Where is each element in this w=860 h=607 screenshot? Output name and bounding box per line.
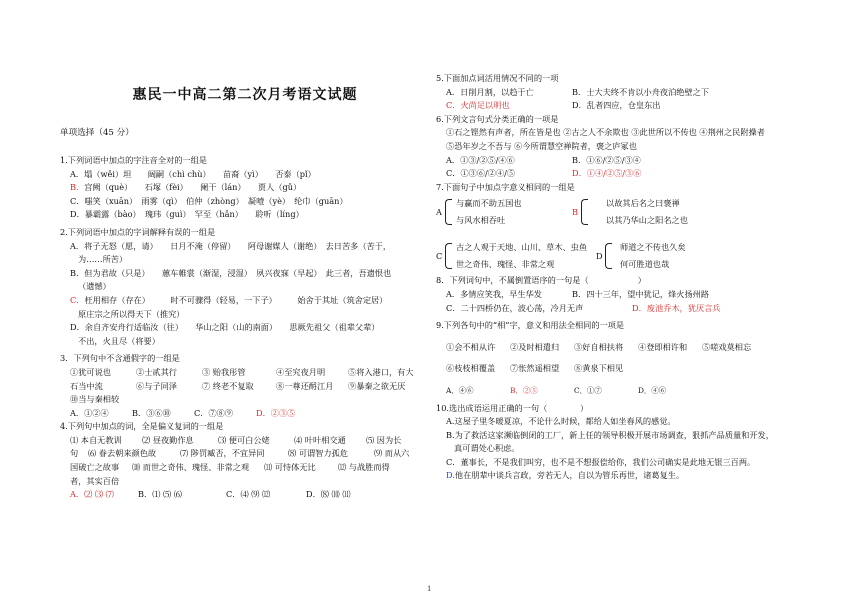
option-a: A．④⑥ xyxy=(446,385,474,395)
option-a: A．日削月割，以趋于亡 xyxy=(446,86,534,97)
option-b: B．士大夫终不肯以小舟夜泊绝壁之下 xyxy=(572,86,710,97)
option-letter-b: B xyxy=(572,206,579,217)
question-4 xyxy=(60,420,430,502)
option-c-cont: 原庄宗之所以得天下（推究） xyxy=(78,308,185,319)
item-row: 石当中流 ⑥与子同泽 ⑦ 终老不复取 ⑧一尊还酹江月 ⑨暴秦之欲无厌 xyxy=(70,380,406,391)
item-row: ⑩当与秦相较 xyxy=(70,394,120,405)
question-stem: 4.下列句中加点的词，全是偏义复词的一组是 xyxy=(60,421,224,432)
option-row xyxy=(436,86,836,100)
question-9 xyxy=(436,319,836,397)
option-row xyxy=(436,154,836,168)
section-heading: 单项选择（45 分） xyxy=(60,128,134,138)
question-1 xyxy=(60,154,430,222)
option-a: A．①②④ xyxy=(70,407,109,418)
item-row: ⑤恐年岁之不吾与 ⑥今所谓慧空禅院者，褒之庐冢也 xyxy=(446,140,637,151)
question-stem: 7.下面句子中加点字意义相同的一组是 xyxy=(436,181,575,192)
option-d: D．暴霸露（bào） 瑰玮（guì） 罕至（hǎn） 聆听（líng） xyxy=(70,209,304,220)
exam-title: 惠民一中高二第二次月考语文试题 xyxy=(132,87,358,103)
option-row xyxy=(436,288,836,302)
option-a: A．①③/②⑤/④⑥ xyxy=(446,154,515,165)
question-7 xyxy=(436,181,836,275)
item-row: ①石之铿然有声者，所在皆是也 ②古之人不余欺也 ③此世所以不传也 ④荆州之民附操者 xyxy=(446,127,765,138)
question-3 xyxy=(60,352,430,420)
left-column xyxy=(60,78,430,502)
option-c-line-2: 世之奇伟、瑰怪、非常之观 xyxy=(456,258,555,269)
option-c: C．嗤笑（xuān） 雨雾（qì） 伯仲（zhòng） 凝噎（yè） 纶巾（guān） xyxy=(70,195,348,206)
option-d-line-2: 何可胜道也哉 xyxy=(620,258,670,269)
item-row: ⑥枝枝相覆盖 ⑦怅然遥相望 ⑧黄泉下相见 xyxy=(446,363,624,374)
brace-icon xyxy=(605,243,612,269)
option-c: C．①⑦ xyxy=(574,385,602,395)
question-10 xyxy=(436,402,836,484)
option-pair-ab xyxy=(436,194,836,230)
option-letter-d: D xyxy=(596,250,603,261)
option-b: B．①⑥/②⑤/③④ xyxy=(572,154,641,165)
option-a: A．塌（wěi）坦 阔嗣（chì chù） 苗裔（yì） 否泰（pǐ） xyxy=(70,168,316,179)
question-5 xyxy=(436,72,836,113)
option-d: D．废池乔木，犹厌言兵 xyxy=(632,302,721,313)
option-pair-cd xyxy=(436,238,836,274)
question-stem: 10.选出成语运用正确的一句（ ） xyxy=(436,402,589,413)
question-stem: 5.下面加点词活用情况不同的一项 xyxy=(436,73,559,83)
option-a-cont: 为……所苦） xyxy=(78,254,128,265)
option-b-cont: （遗憾） xyxy=(78,281,111,292)
option-d: D．②③⑤ xyxy=(256,407,296,418)
option-letter: C． xyxy=(70,294,85,305)
option-b: B．②⑤ xyxy=(510,385,538,395)
item-row: ①犹可说也 ②士贰其行 ③ 贻我彤管 ④至究夜月明 ⑤将入港口，有大 xyxy=(70,366,414,377)
brace-icon xyxy=(445,243,452,269)
question-stem: 2.下列词语中加点的字词解释有误的一组是 xyxy=(60,226,216,237)
item-row: ①会不相从许 ②及时相遣归 ③好自相扶将 ④登即相许和 ⑤嗟戏莫相忘 xyxy=(446,341,752,352)
answer-options xyxy=(60,488,430,502)
question-8 xyxy=(436,274,836,315)
option-d-line-1: 师道之不传也久矣 xyxy=(620,242,686,253)
right-column xyxy=(436,72,836,483)
option-a-line-2: 与风水相吞吐 xyxy=(456,214,506,225)
option-d-cont: 不出，火且尽（将要） xyxy=(78,335,160,346)
option-b: B．四十三年，望中犹记，烽火扬州路 xyxy=(572,288,710,299)
option-letter-c: C xyxy=(436,250,443,261)
option-d: D．余自齐安舟行适临汝（往） 华山之阳（山的南面） 思厥先祖父（祖辈父辈） xyxy=(70,322,380,333)
question-stem: 6.下列文言句式分类正确的一项是 xyxy=(436,113,559,124)
option-a: A．将子无怒（愿，请） 日月不淹（停留） 阿母谢媒人（谢绝） 去日苦多（苦于， xyxy=(70,240,392,251)
question-stem: 1.下列词语中加点的字注音全对的一组是 xyxy=(60,155,207,165)
option-b: B．宫阙（què） 石塚（fèi） 阑干（lán） 贾人（gǔ） xyxy=(70,182,302,193)
option-row xyxy=(436,302,836,316)
option-row xyxy=(436,99,836,113)
option-c: C．枉用相存（存在） 时不可骤得（轻易，一下子） 始舍于其址（筑舍定居） xyxy=(70,294,388,305)
option-c: C．⑦⑧⑨ xyxy=(194,407,234,418)
option-letter-a: A xyxy=(436,206,442,217)
option-d: D．④⑥ xyxy=(638,385,667,395)
option-a: A.这屋子里冬暖夏凉，不论什么时候，都给人如坐春风的感觉。 xyxy=(446,416,676,427)
option-letter: D. xyxy=(446,470,455,481)
option-c: C．二十四桥仍在，波心荡，冷月无声 xyxy=(446,302,584,313)
option-letter: B． xyxy=(70,182,85,193)
option-c-line-1: 古之人观于天地、山川、草木、虫鱼 xyxy=(456,242,588,253)
option-b: B．⑴ ⑸ ⑹ xyxy=(138,489,182,500)
item-row: 国破亡之故事 ⑽ 而世之奇伟、瑰怪、非常之观 ⑾ 可恃体无比 ⑿ 与战胜而得 xyxy=(70,462,390,473)
option-c: C．⑷ ⑼ ⑿ xyxy=(226,489,271,500)
option-b-line-2: 以其乃华山之阳名之也 xyxy=(606,214,688,225)
option-b: B．③⑥⑩ xyxy=(132,407,171,418)
item-row: 句 ⑹ 眷去朝来颜色故 ⑺ 陟罚臧否，不宜异同 ⑻ 可谓智力孤危 ⑼ 而从六 xyxy=(70,448,410,459)
item-row: ⑴ 本自无教训 ⑵ 昼夜勤作息 ⑶ 便可白公姥 ⑷ 叶叶相交通 ⑸ 因为长 xyxy=(70,434,402,445)
option-c: C．火尚足以明也 xyxy=(446,100,510,111)
brace-icon xyxy=(445,199,452,225)
option-d: D．⑻ ⑽ ⑾ xyxy=(306,489,351,500)
option-b: B．但为君故（只是） 蕙车帷裳（渐湿，浸湿） 夙兴夜寐（早起） 此三者，吾遗恨也 xyxy=(70,267,392,278)
option-b-cont: 真可谓处心积虑。 xyxy=(454,443,520,454)
option-c: C．董事长，不是我们叫穷，也不是不想报偿给你，我们公司确实是此地无银三百两。 xyxy=(446,456,756,467)
question-2 xyxy=(60,226,430,348)
question-stem: 9.下列各句中的“相”字，意义和用法全相同的一项是 xyxy=(436,320,625,331)
option-b: B.为了救活这家濒临倒闭的工厂，新上任的领导积极开展市场调查，狠抓产品质量和开发， xyxy=(446,429,774,440)
brace-icon xyxy=(581,199,588,225)
option-b-line-1: 以故其后名之曰褒禅 xyxy=(606,198,680,209)
option-d: D.他在朋辈中谈兵言政，旁若无人，自以为管乐再世，诸葛复生。 xyxy=(446,470,685,481)
item-row: 者，其实百倍 xyxy=(70,475,120,486)
option-row xyxy=(436,167,836,181)
option-c: C．①③⑥/②④/⑤ xyxy=(446,168,516,179)
page-number: 1 xyxy=(427,585,432,593)
question-stem: 8．下列词句中，不属倒置语序的一句是（ ） xyxy=(436,275,646,286)
option-a: A．多情应笑我，早生华发 xyxy=(446,288,542,299)
option-d: D．乱者四应，仓皇东出 xyxy=(572,100,661,111)
option-a-line-1: 与赢而不助五国也 xyxy=(456,198,522,209)
question-stem: 3．下列句中不含通假字的一组是 xyxy=(60,353,180,364)
option-a: A．⑵ ⑶ ⑺ xyxy=(70,489,114,500)
answer-options xyxy=(436,384,836,398)
option-d: D．①④/②⑤/③⑥ xyxy=(572,168,642,179)
answer-options xyxy=(60,407,430,421)
question-6 xyxy=(436,113,836,181)
